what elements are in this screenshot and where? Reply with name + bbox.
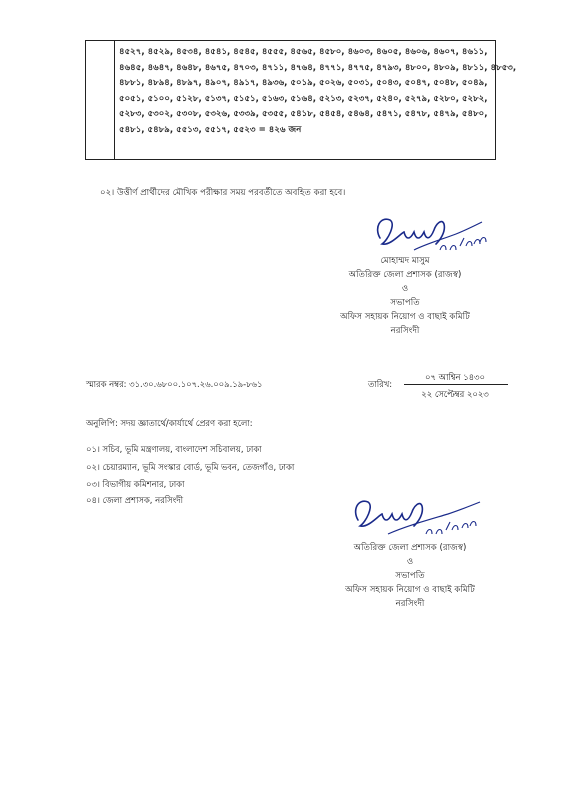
- roll-line: ৪৫২৭, ৪৫২৯, ৪৫৩৪, ৪৫৪১, ৪৫৪৫, ৪৫৫৫, ৪৫৬৫, ৪৫৮০, ৪৬০৩, ৪৬০৫, ৪৬০৬, ৪৬০৭, ৪৬১১,: [119, 47, 488, 57]
- signature-2-handwriting: [348, 492, 488, 542]
- copy-item: ০৪। জেলা প্রশাসক, নরসিংদী: [86, 495, 184, 505]
- roll-line: ৪৬৪৫, ৪৬৪৭, ৪৬৪৮, ৪৬৭৫, ৪৭০৩, ৪৭১১, ৪৭৬৪, ৪৭৭১, ৪৭৭৫, ৪৭৯৩, ৪৮০০, ৪৮০৯, ৪৮১১, ৪৮৫৩,: [119, 62, 517, 73]
- copy-heading: অনুলিপি: সদয় জ্ঞাতার্থে/কার্যার্থে প্রেরণ করা হলো:: [86, 418, 253, 428]
- committee-name: অফিস সহায়ক নিয়োগ ও বাছাই কমিটি: [340, 312, 470, 322]
- roll-line: ৫৪৮১, ৫৪৮৯, ৫৫১৩, ৫৫১৭, ৫৫২৩ = ৪২৬ জন: [119, 124, 302, 135]
- copy-item: ০২। চেয়ারম্যান, ভূমি সংস্কার বোর্ড, ভূমি ভবন, তেজগাঁও, ঢাকা: [86, 462, 295, 472]
- memo-number: স্মারক নম্বর: ৩১.৩০.৬৮০০.১০৭.২৬.০০৯.১৯-৮৬১: [86, 379, 263, 389]
- roll-line: ৪৮৮১, ৪৮৯৪, ৪৮৯৭, ৪৯০৭, ৪৯১৭, ৪৯৩৬, ৫০১৯, ৫০২৬, ৫০৩১, ৫০৪৩, ৫০৪৭, ৫০৪৮, ৫০৪৯,: [119, 78, 488, 88]
- date-english: ২২ সেপ্টেম্বর ২০২৩: [421, 389, 489, 399]
- conjunction: ও: [406, 557, 414, 567]
- conjunction: ও: [401, 284, 409, 294]
- signature-1-block: [300, 254, 510, 338]
- place-name: নরসিংদী: [390, 326, 420, 336]
- signatory-name: মোহাম্মদ মাসুম: [380, 256, 430, 266]
- signature-2-block: [305, 541, 515, 611]
- roll-number-table: [85, 40, 517, 160]
- copy-item: ০১। সচিব, ভূমি মন্ত্রণালয়, বাংলাদেশ সচিবালয়, ঢাকা: [86, 444, 262, 454]
- table-column-divider: [114, 41, 115, 159]
- signatory-designation: অতিরিক্ত জেলা প্রশাসক (রাজস্ব): [348, 270, 462, 280]
- date-label: তারিখ:: [368, 379, 393, 389]
- signatory-role: সভাপতি: [390, 298, 420, 308]
- roll-number-cell: [119, 45, 517, 138]
- date-bangla: ০৭ আশ্বিন ১৪৩০: [425, 372, 485, 382]
- roll-line: ৫২৮৩, ৫৩০২, ৫৩০৮, ৫৩২৬, ৫৩৩৯, ৫৩৫৫, ৫৪১৮, ৫৪৫৪, ৫৪৬৪, ৫৪৭১, ৫৪৭৮, ৫৪৭৯, ৫৪৮০,: [119, 109, 488, 119]
- copy-item: ০৩। বিভাগীয় কমিশনার, ঢাকা: [86, 479, 185, 489]
- place-name: নরসিংদী: [395, 599, 425, 609]
- signatory-role: সভাপতি: [395, 571, 425, 581]
- note-paragraph: ০২। উত্তীর্ণ প্রার্থীদের মৌখিক পরীক্ষার সময় পরবর্তীতে অবহিত করা হবে।: [100, 188, 346, 198]
- signatory-designation: অতিরিক্ত জেলা প্রশাসক (রাজস্ব): [353, 543, 467, 553]
- roll-line: ৫০৫১, ৫১০০, ৫১২৮, ৫১৩৭, ৫১৫১, ৫১৬৩, ৫১৬৪, ৫২১৩, ৫২৩৭, ৫২৪০, ৫২৭৯, ৫২৮০, ৫২৮২,: [119, 93, 488, 104]
- committee-name: অফিস সহায়ক নিয়োগ ও বাছাই কমিটি: [345, 585, 475, 595]
- signature-1-handwriting: [370, 210, 490, 258]
- date-divider: [404, 384, 508, 385]
